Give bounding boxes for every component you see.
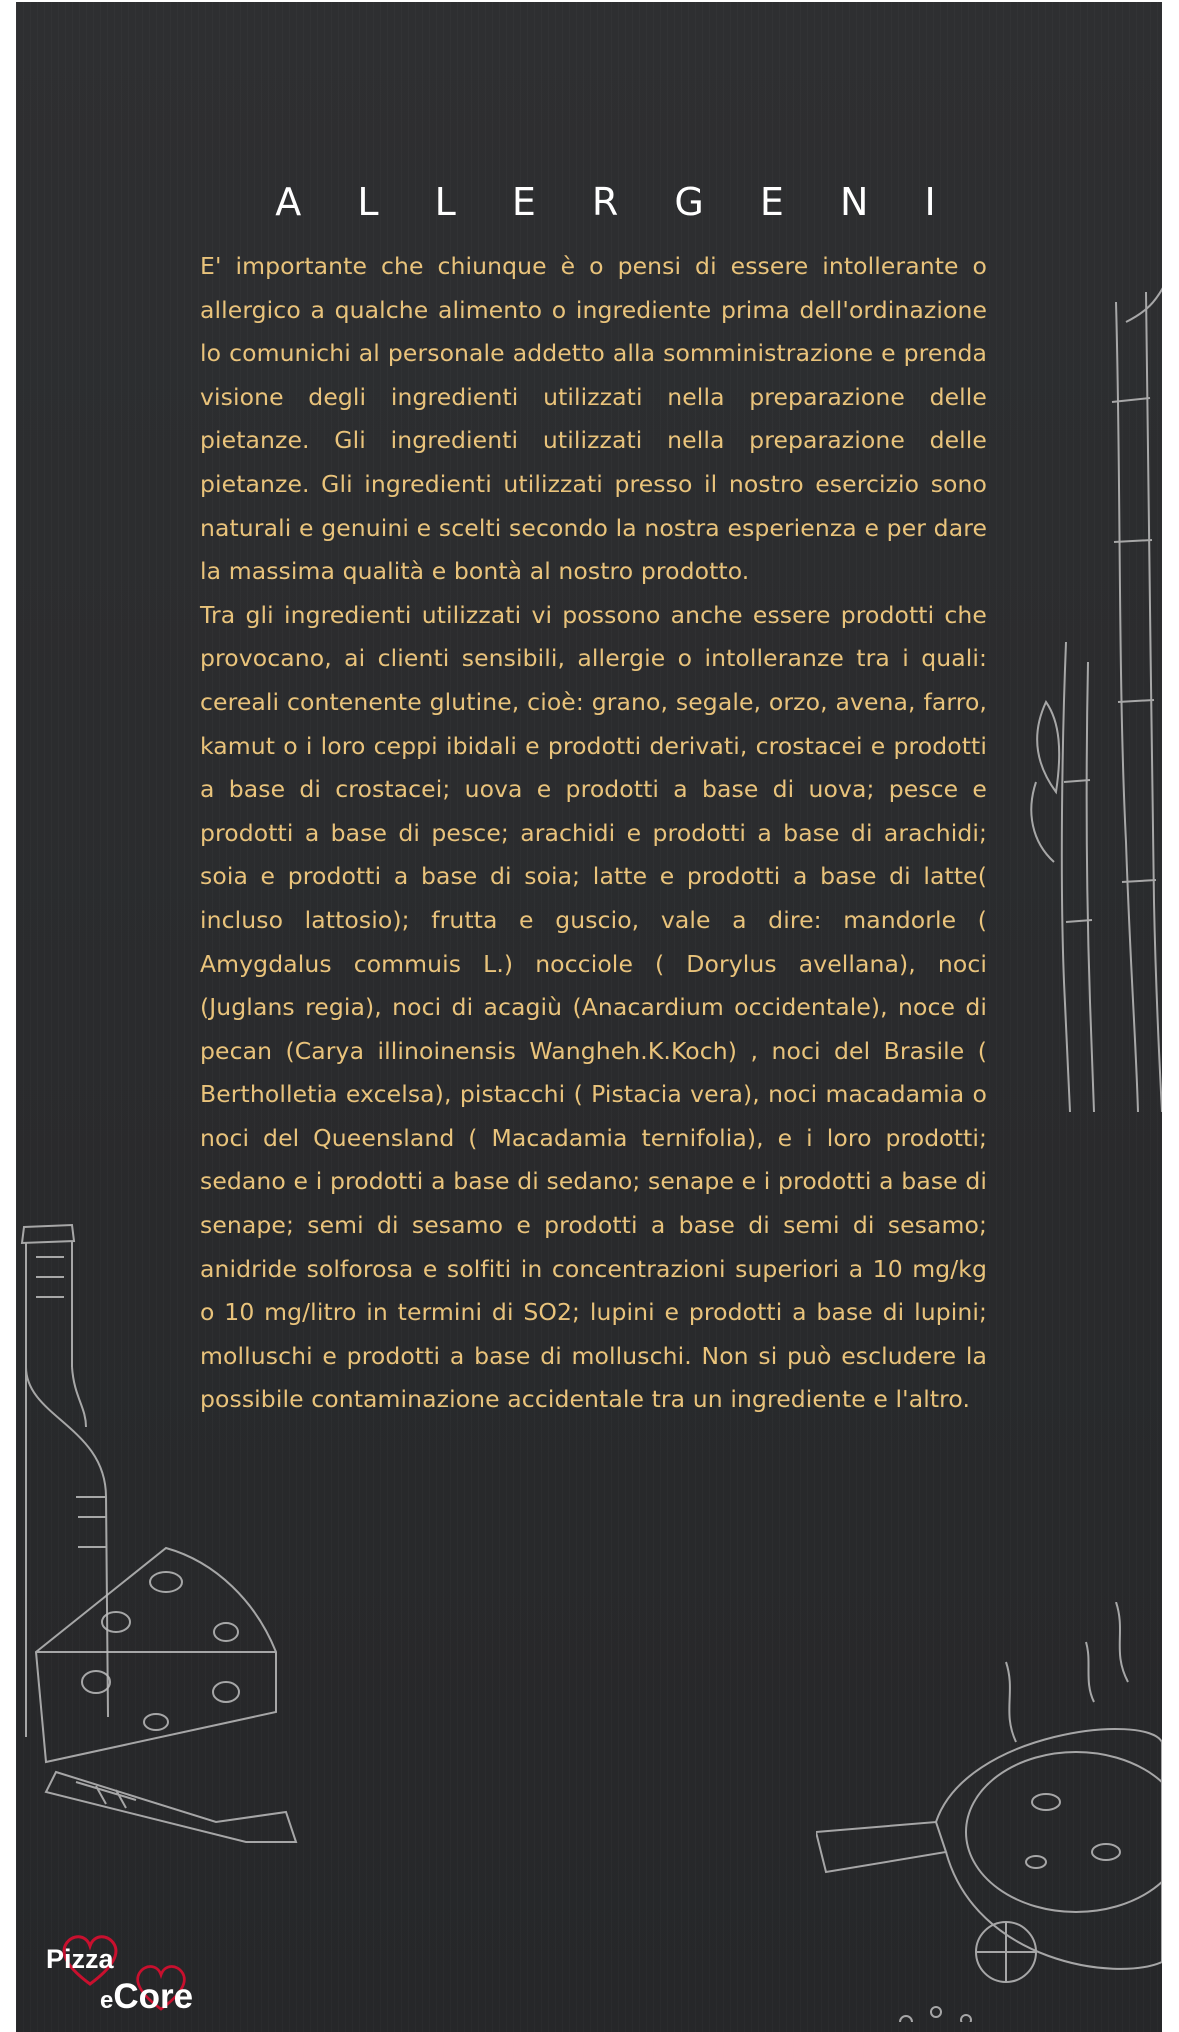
intro-paragraph: E' importante che chiunque è o pensi di essere intollerante o allergico a qualche alimento o ingrediente prima dell'ordinazione lo comunichi al personale addetto alla somministrazione e prenda visione degli ingredienti utilizzati nella preparazione delle pietanze. Gli ingredienti utilizzati nella preparazione delle pietanze. Gli ingredienti utilizzati presso il nostro esercizio sono naturali e genuini e scelti secondo la nostra esperienza e per dare la massima qualità e bontà al nostro prodotto. <box>200 252 987 586</box>
allergen-text <box>200 245 987 1422</box>
page-title: A L L E R G E N I <box>275 180 958 224</box>
pizza-e-core-logo <box>44 1932 224 2024</box>
allergen-list-paragraph: Tra gli ingredienti utilizzati vi possono anche essere prodotti che provocano, ai clienti sensibili, allergie o intolleranze tra i quali: cereali contenente glutine, cioè: grano, segale, orzo, avena, farro, kamut o i loro ceppi ibidali e prodotti derivati, crostacei e prodotti a base di crostacei; uova e prodotti a base di uova; pesce e prodotti a base di pesce; arachidi e prodotti a base di arachidi; soia e prodotti a base di soia; latte e prodotti a base di latte( incluso lattosio); frutta e guscio, vale a dire: mandorle ( Amygdalus commuis L.) nocciole ( Dorylus avellana), noci (Juglans regia), noci di acagiù (Anacardium occidentale), noce di pecan (Carya illinoinensis Wangheh.K.Koch) , noci del Brasile ( Bertholletia excelsa), pistacchi ( Pistacia vera), noci macadamia o noci del Queensland ( Macadamia ternifolia), e i loro prodotti; sedano e i prodotti a base di sedano; senape e i prodotti a base di senape; semi di sesamo e prodotti a base di semi di sesamo; anidride solforosa e solfiti in concentrazioni superiori a 10 mg/kg o 10 mg/litro in termini di SO2; lupini e prodotti a base di lupini; molluschi e prodotti a base di molluschi. Non si può escludere la possibile contaminazione accidentale tra un ingrediente e l'altro. <box>200 600 987 1414</box>
cheese-illustration <box>16 1542 316 1862</box>
logo-line1: Pizza <box>46 1944 114 1974</box>
logo-core: Core <box>113 1977 194 2016</box>
chalkboard-background <box>16 2 1162 2032</box>
logo-line2 <box>100 1977 193 2017</box>
bamboo-illustration <box>1026 282 1162 1122</box>
pizza-illustration <box>816 1602 1162 2022</box>
logo-e: e <box>100 1987 114 2014</box>
